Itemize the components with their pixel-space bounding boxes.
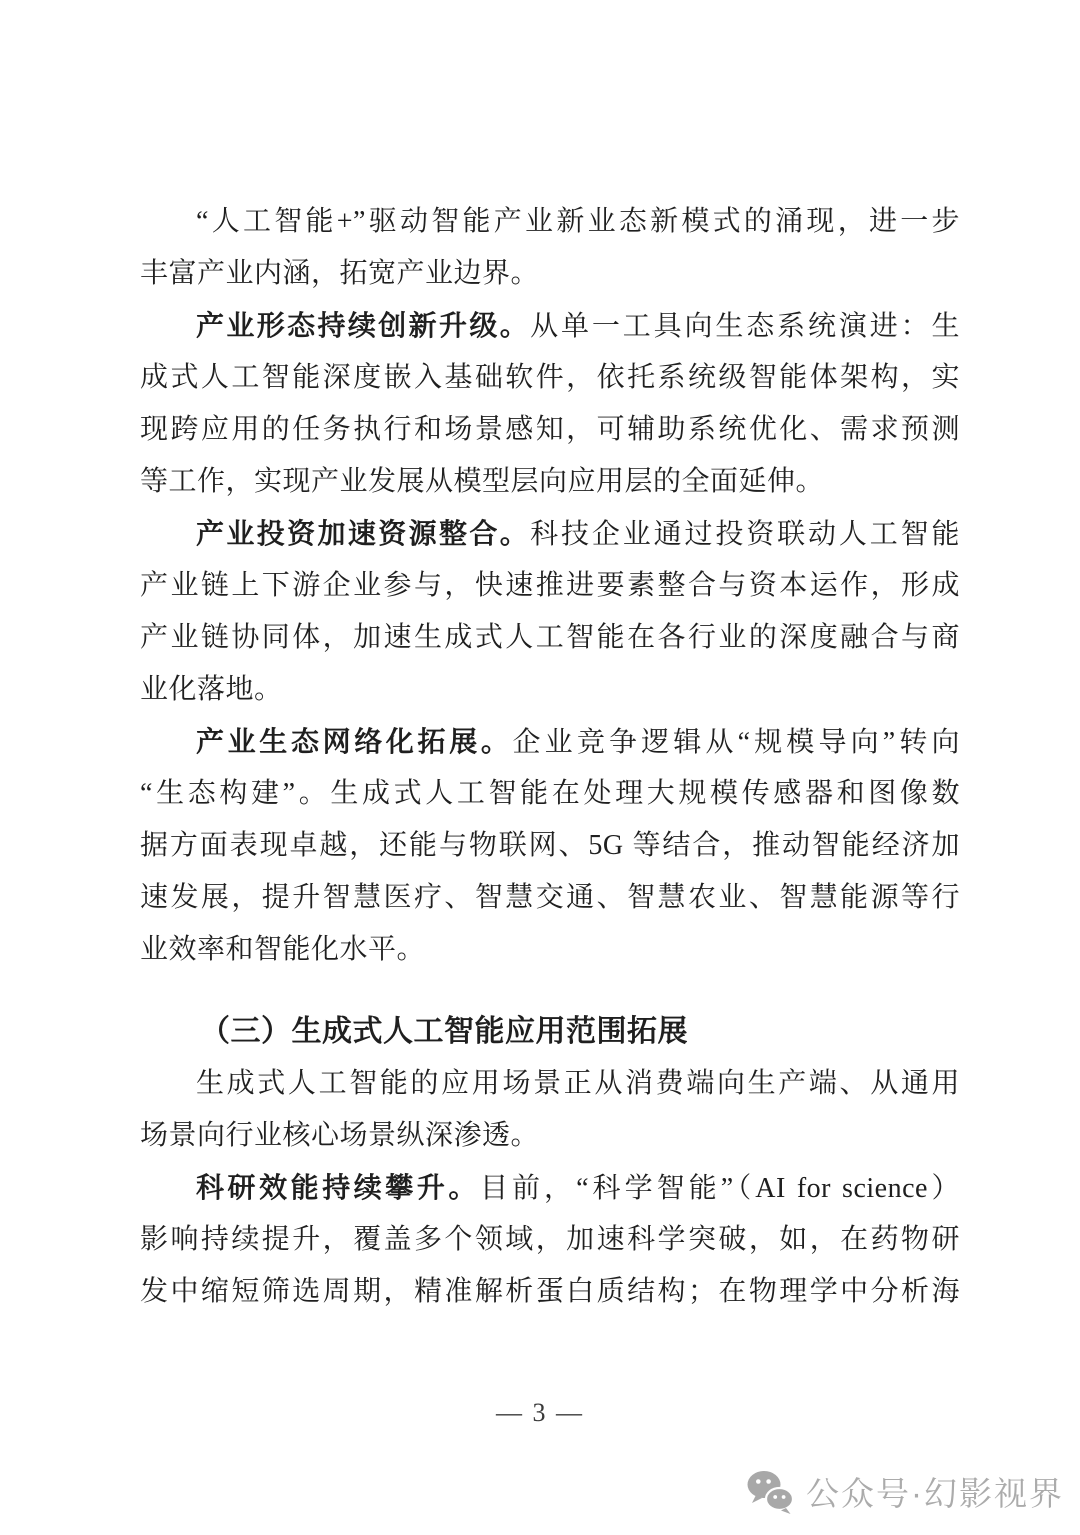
text-line <box>140 612 960 664</box>
wechat-icon <box>746 1469 794 1515</box>
page-number: — 3 — <box>496 1398 584 1427</box>
text-line <box>140 716 960 768</box>
text-segment: 生成式人工智能的应用场景正从消费端向生产端、从通用 <box>196 1068 960 1099</box>
watermark-text: 公众号·幻影视界 <box>806 1475 1064 1512</box>
bold-lead: 产业生态网络化拓展。 <box>196 726 513 757</box>
text-line <box>140 872 960 924</box>
bold-lead: 科研效能持续攀升。 <box>196 1172 480 1203</box>
text-line <box>140 1214 960 1266</box>
section-heading <box>140 1006 960 1058</box>
text-line <box>140 1058 960 1110</box>
text-segment: 产业链上下游企业参与，快速推进要素整合与资本运作，形成 <box>140 570 960 601</box>
text-line <box>140 300 960 352</box>
text-segment: 发中缩短筛选周期，精准解析蛋白质结构；在物理学中分析海 <box>140 1276 960 1307</box>
text-line <box>140 404 960 456</box>
text-segment: 据方面表现卓越，还能与物联网、5G 等结合，推动智能经济加 <box>140 830 960 861</box>
text-segment: （三）生成式人工智能应用范围拓展 <box>200 1015 688 1048</box>
text-segment: 影响持续提升，覆盖多个领域，加速科学突破，如，在药物研 <box>140 1224 960 1255</box>
text-segment: 从单一工具向生态系统演进：生 <box>530 311 960 342</box>
text-segment: 业化落地。 <box>140 674 283 705</box>
text-segment: 现跨应用的任务执行和场景感知，可辅助系统优化、需求预测 <box>140 414 960 445</box>
text-line <box>140 1110 960 1162</box>
text-line <box>140 196 960 248</box>
text-line <box>140 560 960 612</box>
text-segment: 速发展，提升智慧医疗、智慧交通、智慧农业、智慧能源等行 <box>140 882 960 913</box>
text-segment: 等工作，实现产业发展从模型层向应用层的全面延伸。 <box>140 466 825 497</box>
text-segment: 业效率和智能化水平。 <box>140 934 426 965</box>
text-segment: 产业链协同体，加速生成式人工智能在各行业的深度融合与商 <box>140 622 960 653</box>
text-segment: “生态构建”。生成式人工智能在处理大规模传感器和图像数 <box>140 778 960 809</box>
text-line <box>140 664 960 716</box>
text-segment: 企业竞争逻辑从“规模导向”转向 <box>512 727 960 758</box>
bold-lead: 产业形态持续创新升级。 <box>196 310 531 341</box>
watermark <box>746 1468 1064 1515</box>
text-segment: 丰富产业内涵，拓宽产业边界。 <box>140 258 540 289</box>
text-line <box>140 1162 960 1214</box>
text-line <box>140 352 960 404</box>
text-line <box>140 924 960 976</box>
text-line <box>140 508 960 560</box>
text-segment: 成式人工智能深度嵌入基础软件，依托系统级智能体架构，实 <box>140 362 960 393</box>
text-line <box>140 248 960 300</box>
bold-lead: 产业投资加速资源整合。 <box>196 518 531 549</box>
text-line <box>140 456 960 508</box>
text-segment: 目前，“科学智能”（AI for science） <box>479 1173 960 1204</box>
text-segment: 场景向行业核心场景纵深渗透。 <box>140 1120 540 1151</box>
text-line <box>140 1266 960 1318</box>
document-body <box>140 196 960 1318</box>
text-line <box>140 820 960 872</box>
text-segment: 科技企业通过投资联动人工智能 <box>530 519 960 550</box>
text-line <box>140 768 960 820</box>
text-segment: “人工智能+”驱动智能产业新业态新模式的涌现，进一步 <box>196 206 960 237</box>
